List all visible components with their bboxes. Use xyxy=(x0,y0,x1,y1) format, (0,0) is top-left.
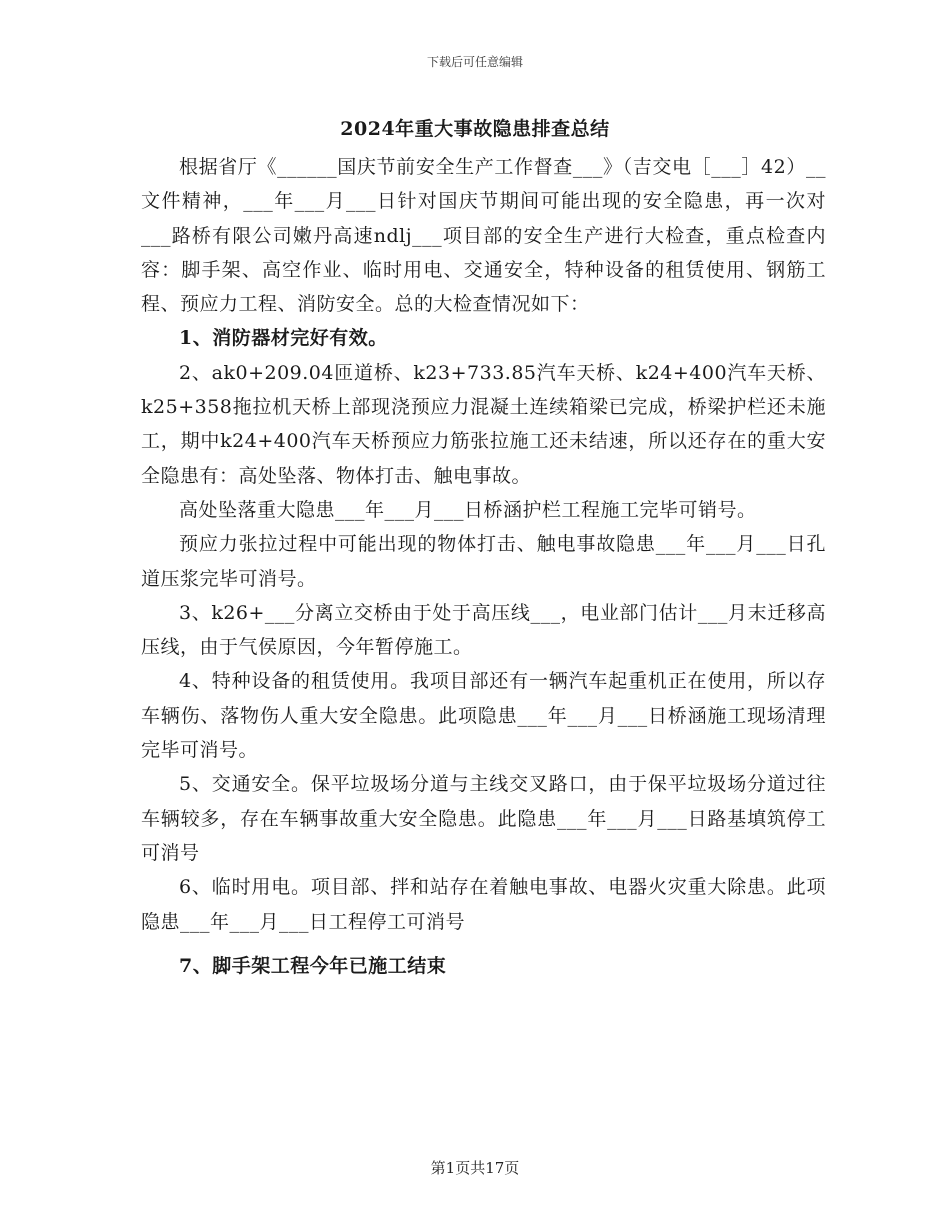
paragraph-item-5: 5、交通安全。保平垃圾场分道与主线交叉路口，由于保平垃圾场分道过往车辆较多，存在车辆事故重大安全隐患。此隐患___年___月___日路基填筑停工可消号 xyxy=(141,773,826,864)
paragraph-item-7: 7、脚手架工程今年已施工结束 xyxy=(179,954,447,977)
paragraph-intro: 根据省厅《______国庆节前安全生产工作督查___》（吉交电［___］42）__文件精神，___年___月___日针对国庆节期间可能出现的安全隐患，再一次对___路桥有限公司嫩丹高速ndlj___项目部的安全生产进行大检查，重点检查内容：脚手架、高空作业、临时用电、交通安全，特种设备的租赁使用、钢筋工程、预应力工程、消防安全。总的大检查情况如下： xyxy=(141,156,826,316)
paragraph-item-2-fall: 高处坠落重大隐患___年___月___日桥涵护栏工程施工完毕可销号。 xyxy=(179,498,757,521)
paragraph-item-1: 1、消防器材完好有效。 xyxy=(179,327,388,350)
header-note: 下载后可任意编辑 xyxy=(426,55,523,69)
paragraph-item-4: 4、特种设备的租赁使用。我项目部还有一辆汽车起重机正在使用，所以存车辆伤、落物伤人重大安全隐患。此项隐患___年___月___日桥涵施工现场清理完毕可消号。 xyxy=(141,670,826,762)
document-title: 2024年重大事故隐患排查总结 xyxy=(340,118,610,140)
paragraph-item-6: 6、临时用电。项目部、拌和站存在着触电事故、电器火灾重大除患。此项隐患___年___月___日工程停工可消号 xyxy=(141,876,826,933)
document-body xyxy=(141,150,826,983)
paragraph-item-3: 3、k26+___分离立交桥由于处于高压线___，电业部门估计___月末迁移高压线，由于气侯原因，今年暂停施工。 xyxy=(141,601,826,659)
page-footer: 第1页共17页 xyxy=(430,1159,520,1177)
paragraph-item-2: 2、ak0+209.04匝道桥、k23+733.85汽车天桥、k24+400汽车天桥、k25+358拖拉机天桥上部现浇预应力混凝土连续箱梁已完成，桥梁护栏还未施工，期中k24+400汽车天桥预应力筋张拉施工还未结速，所以还存在的重大安全隐患有：高处坠落、物体打击、触电事故。 xyxy=(141,361,826,487)
paragraph-item-2-tension: 预应力张拉过程中可能出现的物体打击、触电事故隐患___年___月___日孔道压浆完毕可消号。 xyxy=(141,533,826,590)
